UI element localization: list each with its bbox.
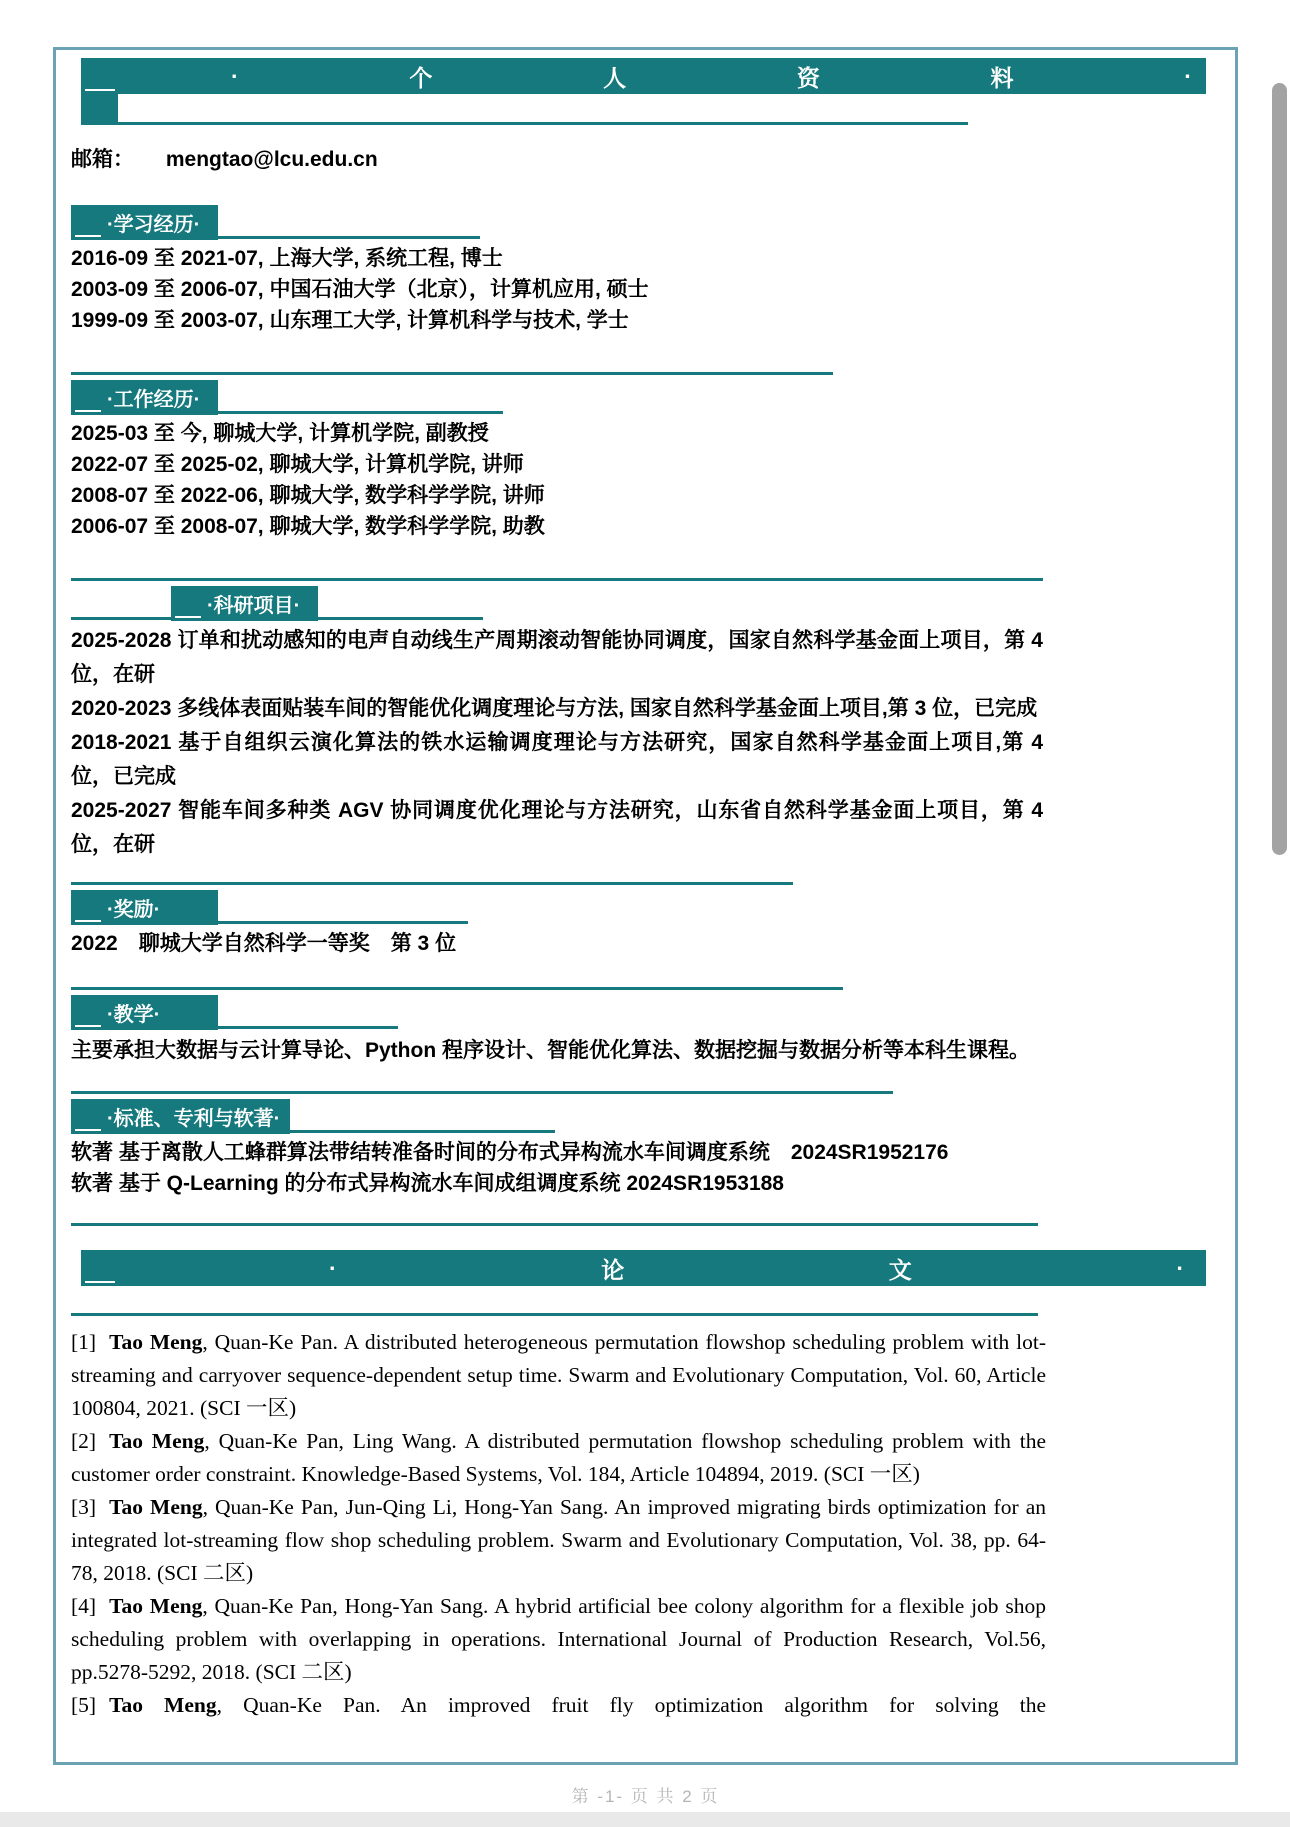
decor-underline [218,411,503,414]
bar-dot-left: · [231,62,239,89]
paper-author-bold: Tao Meng [109,1495,203,1519]
section-title-teaching: ·教学· [71,995,218,1030]
work-item: 2008-07 至 2022-06, 聊城大学, 数学科学学院, 讲师 [71,484,545,507]
paper-number: [1] [71,1330,97,1354]
work-item: 2022-07 至 2025-02, 聊城大学, 计算机学院, 讲师 [71,453,524,476]
papers-title-bar [81,1250,1206,1286]
personal-info-title-bar [81,58,1206,94]
section-separator [71,372,833,375]
section-header-projects [71,586,1235,621]
section-title-patents: ·标准、专利与软著· [71,1099,290,1134]
title-underline-row [81,94,1235,125]
bar-dot-right: · [1184,62,1192,89]
section-teaching [71,987,1235,1069]
section-awards [71,882,1235,959]
decor-underline [290,1130,555,1133]
work-item: 2025-03 至 今, 聊城大学, 计算机学院, 副教授 [71,422,489,445]
paper-text: , Quan-Ke Pan, Hong-Yan Sang. A hybrid artificial bee colony algorithm for a flexible job shop scheduling problem with overlapping in operations. International Journal of Production Research, Vol.56, pp.5278-5292, 2018. (SCI 二区) [71,1594,1046,1684]
paper-number: [4] [71,1594,97,1618]
section-title-projects: ·科研项目· [171,586,318,621]
section-header-teaching [71,995,1235,1030]
paper-author-bold: Tao Meng [109,1429,205,1453]
work-item: 2006-07 至 2008-07, 聊城大学, 数学科学学院, 助教 [71,515,545,538]
award-item: 2022 聊城大学自然科学一等奖 第 3 位 [71,932,457,955]
decor-underline [218,236,480,239]
papers-list [71,1326,1046,1722]
paper-item [71,1590,1046,1689]
decor-underline [318,617,483,620]
section-title-awards: ·奖励· [71,890,218,925]
paper-author-bold: Tao Meng [109,1693,217,1717]
project-item: 2018-2021 基于自组织云演化算法的铁水运输调度理论与方法研究，国家自然科学基金面上项目,第 4 位，已完成 [71,731,1043,788]
paper-number: [5] [71,1693,97,1717]
section-education [71,205,1235,336]
section-header-education [71,205,1235,240]
section-work [71,372,1235,542]
section-header-awards [71,890,1235,925]
paper-item [71,1689,1046,1722]
teaching-item: 主要承担大数据与云计算导论、Python 程序设计、智能优化算法、数据挖掘与数据分析等本科生课程。 [71,1039,1030,1062]
section-projects [71,578,1235,862]
paper-author-bold: Tao Meng [109,1594,203,1618]
document-page [53,47,1238,1765]
paper-author-bold: Tao Meng [109,1330,203,1354]
section-header-patents [71,1099,1235,1134]
title-char: 个 [409,64,433,91]
email-label: 邮箱： [71,148,134,171]
title-char: 人 [603,64,627,91]
decor-underline [218,1026,398,1029]
section-separator [71,987,843,990]
education-item: 1999-09 至 2003-07, 山东理工大学, 计算机科学与技术, 学士 [71,309,629,332]
email-line [71,143,1235,173]
decor-square [81,94,118,122]
section-patents [71,1091,1235,1199]
paper-number: [3] [71,1495,97,1519]
project-item: 2020-2023 多线体表面贴装车间的智能优化调度理论与方法, 国家自然科学基金面上项目,第 3 位，已完成 [71,697,1038,720]
paper-number: [2] [71,1429,97,1453]
project-item: 2025-2028 订单和扰动感知的电声自动线生产周期滚动智能协同调度，国家自然科学基金面上项目，第 4 位，在研 [71,629,1043,686]
section-title-work: ·工作经历· [71,380,218,415]
decor-line [81,122,968,125]
section-separator [71,882,793,885]
page-indicator: 第 -1- 页 共 2 页 [571,1787,720,1806]
decor-underline [218,921,468,924]
email-value: mengtao@lcu.edu.cn [165,148,378,171]
title-char: 资 [796,64,820,91]
paper-item [71,1425,1046,1491]
education-item: 2016-09 至 2021-07, 上海大学, 系统工程, 博士 [71,247,503,270]
decor-underline [71,617,171,620]
paper-text: , Quan-Ke Pan. An improved fruit fly optimization algorithm for solving the [216,1693,1046,1717]
bar-dot-left: · [329,1254,337,1281]
paper-text: , Quan-Ke Pan, Jun-Qing Li, Hong-Yan Sang. An improved migrating birds optimization for an integrated lot-streaming flow shop scheduling problem. Swarm and Evolutionary Computation, Vol. 38, pp. 64-78, 2018. (SCI 二区) [71,1495,1046,1585]
paper-item [71,1491,1046,1590]
title-char: 论 [601,1256,625,1283]
decor-line [71,1313,1038,1316]
title-char: 文 [888,1256,912,1283]
paper-text: , Quan-Ke Pan. A distributed heterogeneous permutation flowshop scheduling problem with lot-streaming and carryover sequence-dependent setup time. Swarm and Evolutionary Computation, Vol. 60, Article 100804, 2021. (SCI 一区) [71,1330,1046,1420]
paper-item [71,1326,1046,1425]
section-title-education: ·学习经历· [71,205,218,240]
section-separator [71,578,1043,581]
section-header-work [71,380,1235,415]
bottom-taskbar-strip [0,1812,1290,1827]
bar-dot-right: · [1176,1254,1184,1281]
patent-item: 软著 基于 Q-Learning 的分布式异构流水车间成组调度系统 2024SR1953188 [71,1172,784,1195]
paper-text: , Quan-Ke Pan, Ling Wang. A distributed permutation flowshop scheduling problem with the customer order constraint. Knowledge-Based Systems, Vol. 184, Article 104894, 2019. (SCI 一区) [71,1429,1046,1486]
section-separator [71,1091,893,1094]
section-separator [71,1223,1038,1226]
scrollbar-thumb[interactable] [1272,83,1287,855]
project-item: 2025-2027 智能车间多种类 AGV 协同调度优化理论与方法研究，山东省自然科学基金面上项目，第 4 位，在研 [71,799,1043,856]
patent-item: 软著 基于离散人工蜂群算法带结转准备时间的分布式异构流水车间调度系统 2024SR1952176 [71,1141,949,1164]
education-item: 2003-09 至 2006-07, 中国石油大学（北京），计算机应用, 硕士 [71,278,649,301]
title-char: 料 [990,64,1014,91]
